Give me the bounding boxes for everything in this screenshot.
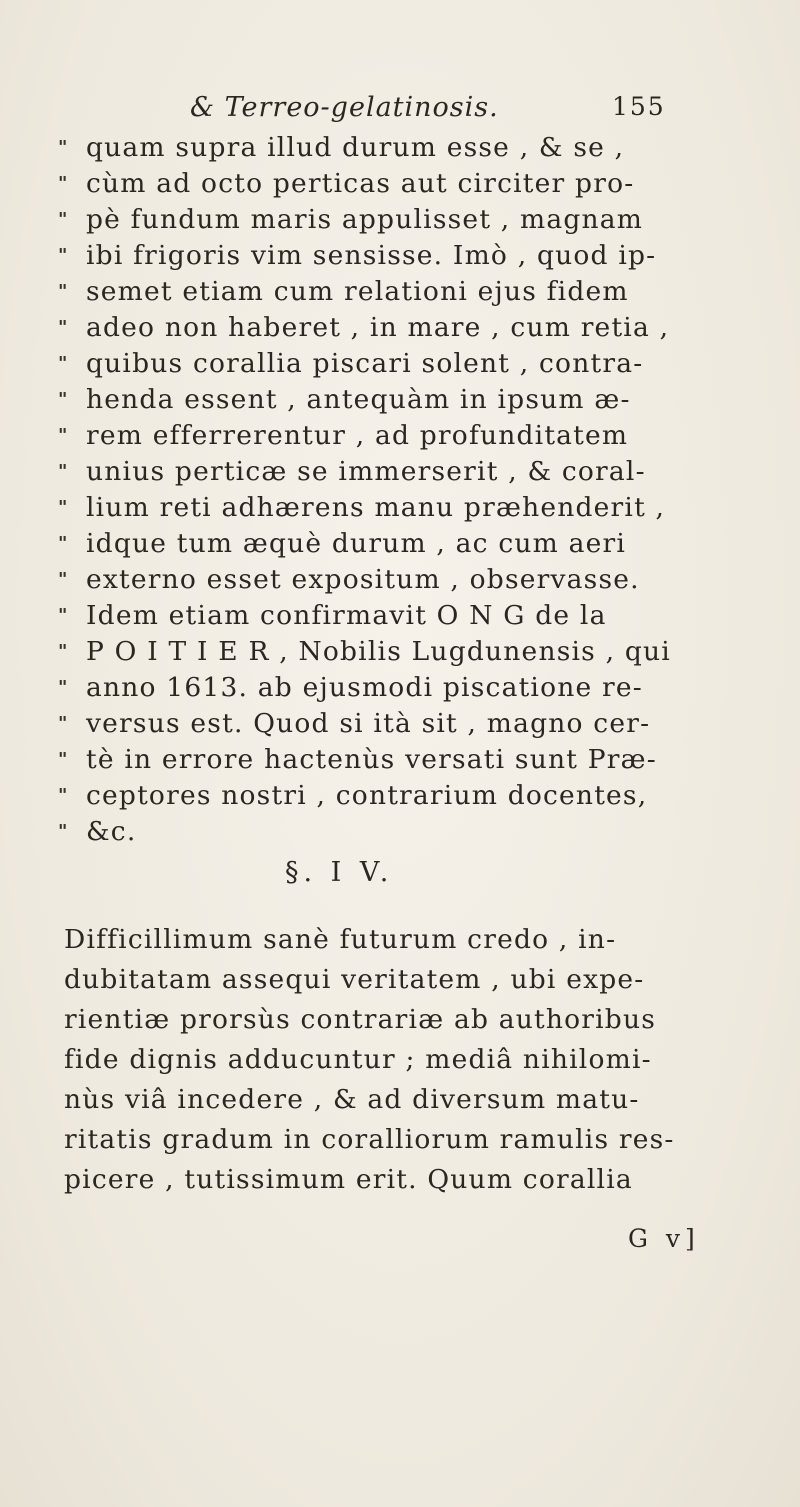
- text-line: " ceptores nostri , contrarium docentes,: [0, 776, 800, 816]
- text-line: nùs viâ incedere , & ad diversum matu-: [64, 1084, 640, 1115]
- quote-mark: ": [58, 533, 68, 554]
- quote-mark: ": [58, 425, 68, 446]
- quote-mark: ": [58, 353, 68, 374]
- text-line: " cùm ad octo perticas aut circiter pro-: [0, 164, 800, 204]
- text-line: " semet etiam cum relationi ejus fidem: [0, 272, 800, 312]
- quote-mark: ": [58, 749, 68, 770]
- running-title: & Terreo-gelatinosis.: [190, 92, 499, 123]
- quote-mark: ": [58, 137, 68, 158]
- text-line: ritatis gradum in coralliorum ramulis res-: [64, 1124, 675, 1155]
- quote-mark: ": [58, 317, 68, 338]
- quote-mark: ": [58, 605, 68, 626]
- text-line: fide dignis adducuntur ; mediâ nihilomi-: [64, 1044, 652, 1075]
- quote-mark: ": [58, 461, 68, 482]
- text-line: " rem efferrerentur , ad profunditatem: [0, 416, 800, 456]
- text-line: Difficillimum sanè futurum credo , in-: [64, 924, 617, 955]
- text-line: " anno 1613. ab ejusmodi piscatione re-: [0, 668, 800, 708]
- text-line: " quam supra illud durum esse , & se ,: [0, 128, 800, 168]
- quote-mark: ": [58, 209, 68, 230]
- text-line: " adeo non haberet , in mare , cum retia ,: [0, 308, 800, 348]
- quote-mark: ": [58, 821, 68, 842]
- text-line: " versus est. Quod si ità sit , magno cer-: [0, 704, 800, 744]
- quote-mark: ": [58, 245, 68, 266]
- text-line: dubitatam assequi veritatem , ubi expe-: [64, 964, 645, 995]
- page-number: 155: [612, 92, 666, 121]
- quote-mark: ": [58, 389, 68, 410]
- quote-mark: ": [58, 713, 68, 734]
- running-head: [0, 92, 800, 132]
- quote-mark: ": [58, 677, 68, 698]
- quote-mark: ": [58, 785, 68, 806]
- quote-mark: ": [58, 569, 68, 590]
- text-line: " tè in errore hactenùs versati sunt Præ-: [0, 740, 800, 780]
- quote-mark: ": [58, 173, 68, 194]
- text-line: " idque tum æquè durum , ac cum aeri: [0, 524, 800, 564]
- text-line: " henda essent , antequàm in ipsum æ-: [0, 380, 800, 420]
- quote-mark: ": [58, 281, 68, 302]
- text-line: " ibi frigoris vim sensisse. Imò , quod ip-: [0, 236, 800, 276]
- text-line: " unius perticæ se immerserit , & coral-: [0, 452, 800, 492]
- text-line: " P O I T I E R , Nobilis Lugdunensis , qui: [0, 632, 800, 672]
- text-line: " Idem etiam confirmavit O N G de la: [0, 596, 800, 636]
- text-line: " &c.: [0, 812, 800, 852]
- quote-mark: ": [58, 641, 68, 662]
- catchword-signature: G v]: [628, 1224, 700, 1253]
- text-line: " lium reti adhærens manu præhenderit ,: [0, 488, 800, 528]
- text-line: " pè fundum maris appulisset , magnam: [0, 200, 800, 240]
- section-heading: §. I V.: [285, 857, 394, 888]
- text-line: " quibus corallia piscari solent , contra-: [0, 344, 800, 384]
- text-line: picere , tutissimum erit. Quum corallia: [64, 1164, 633, 1195]
- quote-mark: ": [58, 497, 68, 518]
- text-line: rientiæ prorsùs contrariæ ab authoribus: [64, 1004, 657, 1035]
- text-line: " externo esset expositum , observasse.: [0, 560, 800, 600]
